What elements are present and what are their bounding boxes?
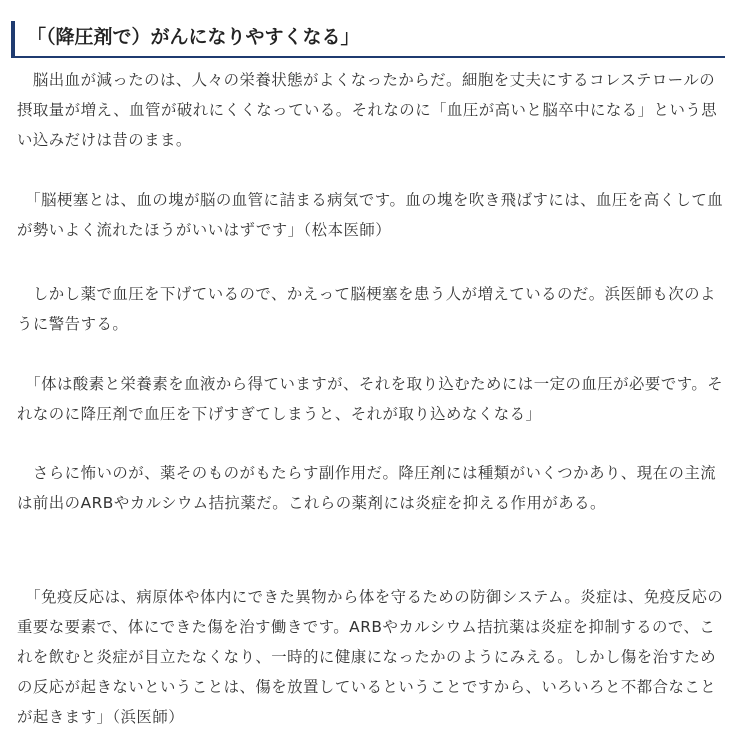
paragraph: さらに怖いのが、薬そのものがもたらす副作用だ。降圧剤には種類がいくつかあり、現在の主流は前出のARBやカルシウム拮抗薬だ。これらの薬剤には炎症を抑える作用がある。 [17,464,717,512]
section-heading: 「（降圧剤で）がんになりやすくなる」 [11,21,725,58]
paragraph: 「脳梗塞とは、血の塊が脳の血管に詰まる病気です。血の塊を吹き飛ばすには、血圧を高くして血が勢いよく流れたほうがいいはずです」（松本医師） [17,191,724,239]
paragraph: 脳出血が減ったのは、人々の栄養状態がよくなったからだ。細胞を丈夫にするコレステロールの摂取量が増え、血管が破れにくくなっている。それなのに「血圧が高いと脳卒中になる」という思い込みだけは昔のまま。 [17,71,718,149]
paragraph: しかし薬で血圧を下げているので、かえって脳梗塞を患う人が増えているのだ。浜医師も次のように警告する。 [17,285,716,333]
paragraph: 「体は酸素と栄養素を血液から得ていますが、それを取り込むためには一定の血圧が必要です。それなのに降圧剤で血圧を下げすぎてしまうと、それが取り込めなくなる」 [17,375,724,423]
paragraph: 「免疫反応は、病原体や体内にできた異物から体を守るための防御システム。炎症は、免疫反応の重要な要素で、体にできた傷を治す働きです。ARBやカルシウム拮抗薬は炎症を抑制するので、これを飲むと炎症が目立たなくなり、一時的に健康になったかのようにみえる。しかし傷を治すための反応が起きないということは、傷を放置しているということですから、いろいろと不都合なことが起きます」（浜医師） [17,588,724,726]
